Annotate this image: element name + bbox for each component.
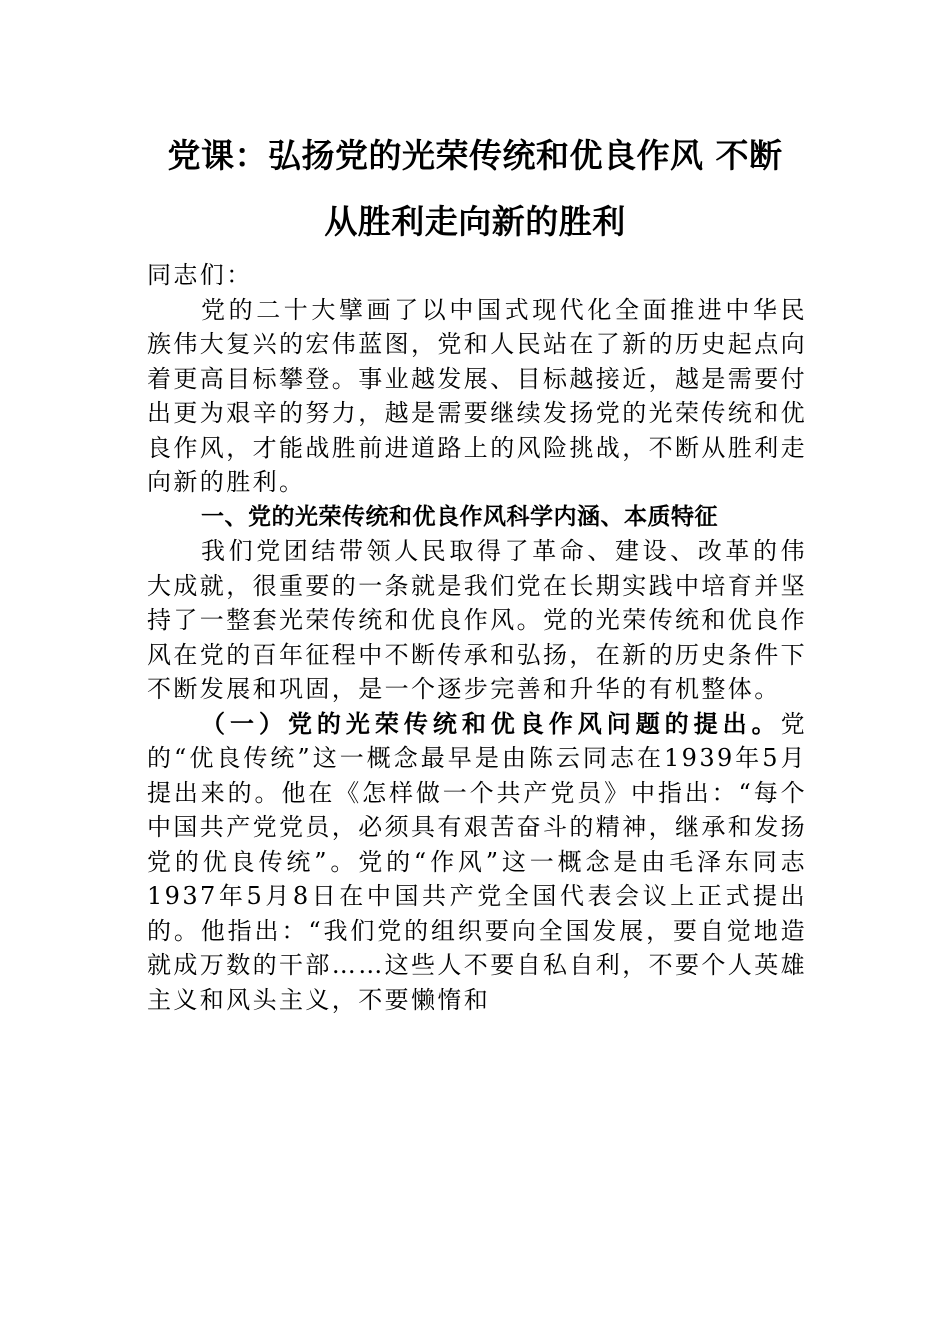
- subsection-heading-1: （一）党的光荣传统和优良作风问题的提出。: [201, 708, 781, 738]
- subsection-1-text: 党的“优良传统”这一概念最早是由陈云同志在1939年5月提出来的。他在《怎样做一个共产党员》中指出：“每个中国共产党党员，必须具有艰苦奋斗的精神，继承和发扬党的优良传统”。党的“作风”这一概念是由毛泽东同志1937年5月8日在中国共产党全国代表会议上正式提出的。他指出：“我们党的组织要向全国发展，要自觉地造就成万数的干部……这些人不要自私自利，不要个人英雄主义和风头主义，不要懒惰和: [147, 709, 807, 1014]
- paragraph-intro: 党的二十大擘画了以中国式现代化全面推进中华民族伟大复兴的宏伟蓝图，党和人民站在了新的历史起点向着更高目标攀登。事业越发展、目标越接近，越是需要付出更为艰辛的努力，越是需要继续发扬党的光荣传统和优良作风，才能战胜前进道路上的风险挑战，不断从胜利走向新的胜利。: [147, 295, 807, 496]
- paragraph-section-1: 我们党团结带领人民取得了革命、建设、改革的伟大成就，很重要的一条就是我们党在长期实践中培育并坚持了一整套光荣传统和优良作风。党的光荣传统和优良作风在党的百年征程中不断传承和弘扬，在新的历史条件下不断发展和巩固，是一个逐步完善和升华的有机整体。: [147, 537, 807, 703]
- document-title-line-2: 从胜利走向新的胜利: [324, 202, 626, 241]
- document-title-line-1: 党课：弘扬党的光荣传统和优良作风 不断: [167, 136, 783, 175]
- section-heading-1: 一、党的光荣传统和优良作风科学内涵、本质特征: [201, 503, 718, 530]
- document-body: [147, 258, 807, 1017]
- paragraph-subsection-1: [147, 707, 807, 1018]
- salutation: 同志们：: [147, 261, 253, 289]
